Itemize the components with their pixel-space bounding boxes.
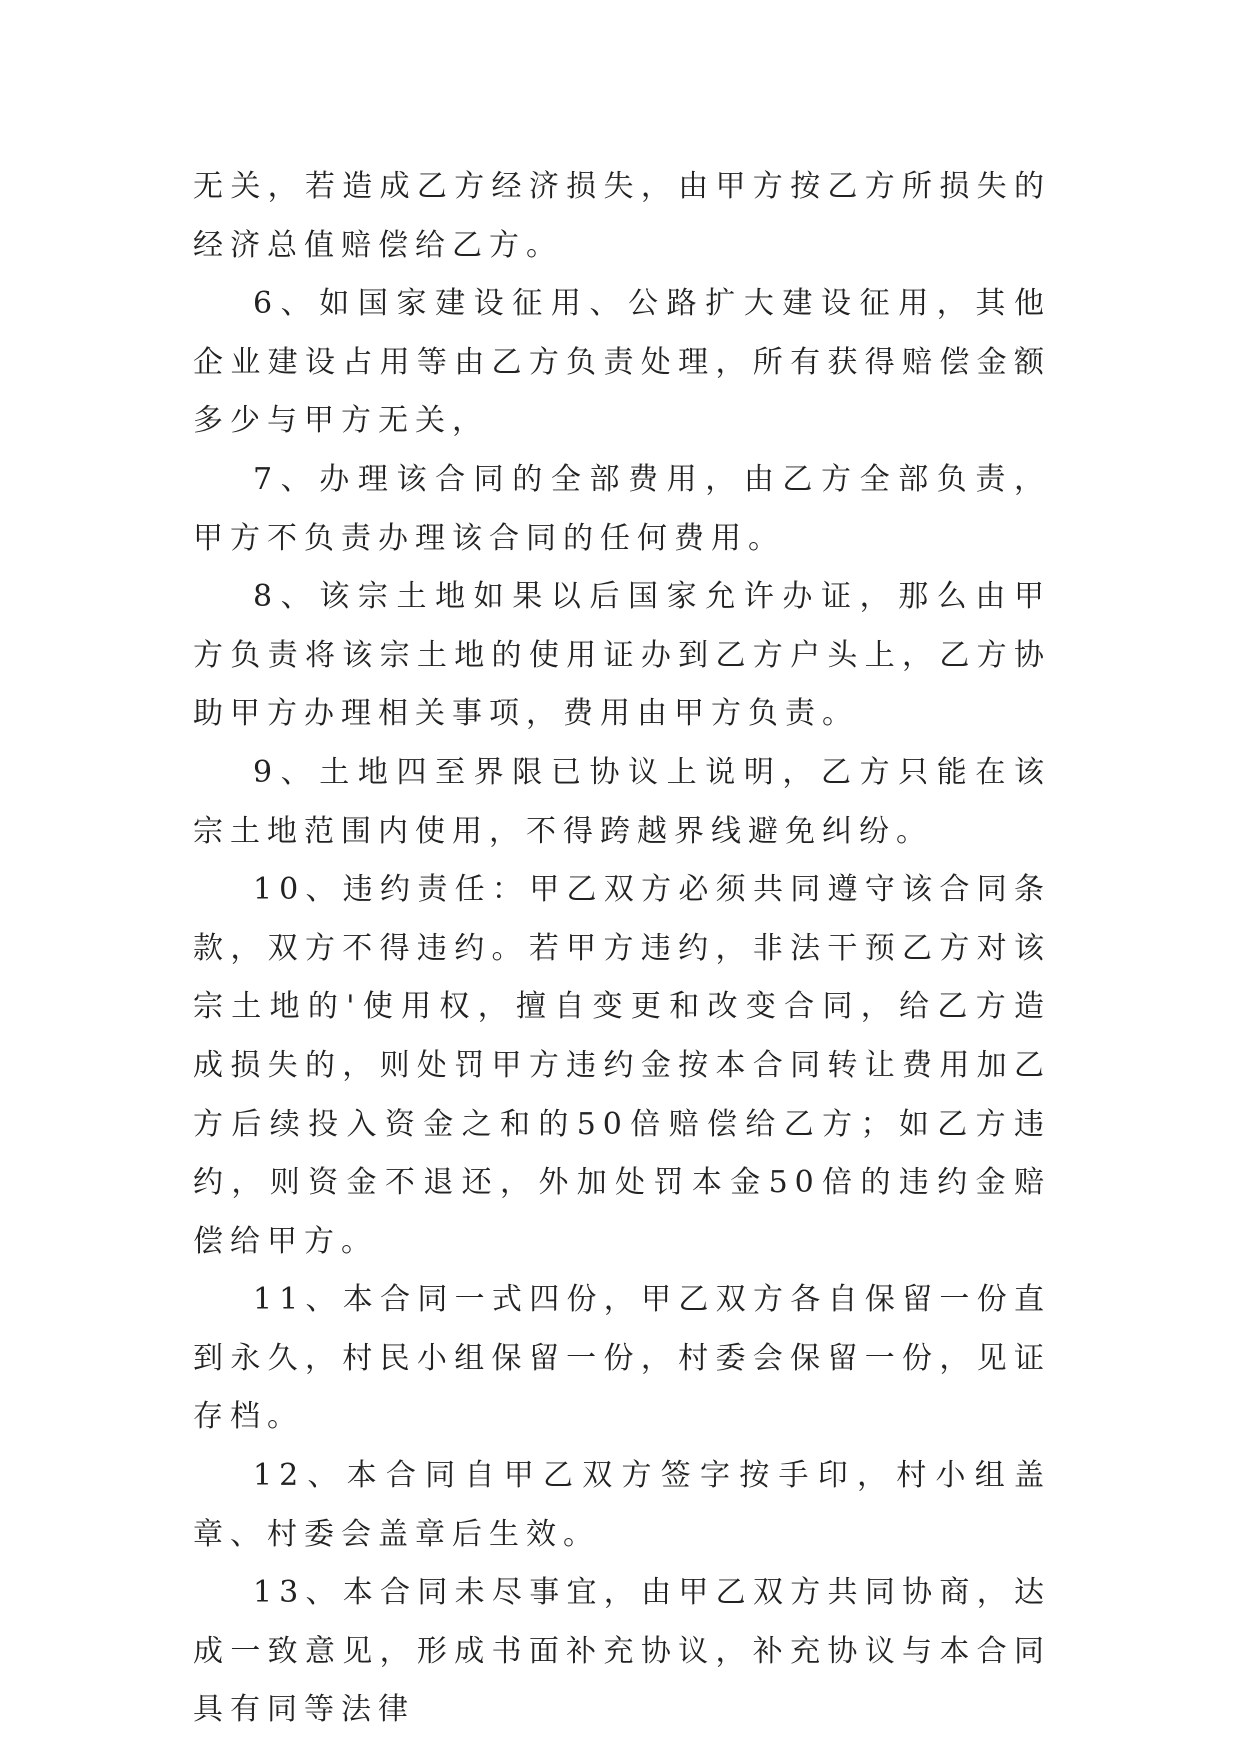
document-body xyxy=(193,158,1051,1740)
clause-12: 12、本合同自甲乙双方签字按手印，村小组盖章、村委会盖章后生效。 xyxy=(193,1458,1051,1552)
clause-13: 13、本合同未尽事宜，由甲乙双方共同协商，达成一致意见，形成书面补充协议，补充协议与本合同具有同等法律 xyxy=(193,1575,1051,1728)
clause-11: 11、本合同一式四份，甲乙双方各自保留一份直到永久，村民小组保留一份，村委会保留一份，见证存档。 xyxy=(193,1282,1051,1435)
clause-8: 8、该宗土地如果以后国家允许办证，那么由甲方负责将该宗土地的使用证办到乙方户头上，乙方协助甲方办理相关事项，费用由甲方负责。 xyxy=(193,579,1051,732)
clause-6: 6、如国家建设征用、公路扩大建设征用，其他企业建设占用等由乙方负责处理，所有获得赔偿金额多少与甲方无关， xyxy=(193,286,1051,439)
clause-7: 7、办理该合同的全部费用，由乙方全部负责，甲方不负责办理该合同的任何费用。 xyxy=(193,461,1051,556)
clause-9: 9、土地四至界限已协议上说明，乙方只能在该宗土地范围内使用，不得跨越界线避免纠纷。 xyxy=(193,754,1051,849)
paragraph-continuation: 无关，若造成乙方经济损失，由甲方按乙方所损失的经济总值赔偿给乙方。 xyxy=(193,169,1051,263)
clause-10: 10、违约责任：甲乙双方必须共同遵守该合同条款，双方不得违约。若甲方违约，非法干预乙方对该宗土地的'使用权，擅自变更和改变合同，给乙方造成损失的，则处罚甲方违约金按本合同转让费用加乙方后续投入资金之和的50倍赔偿给乙方；如乙方违约，则资金不退还，外加处罚本金50倍的违约金赔偿给甲方。 xyxy=(193,872,1051,1259)
